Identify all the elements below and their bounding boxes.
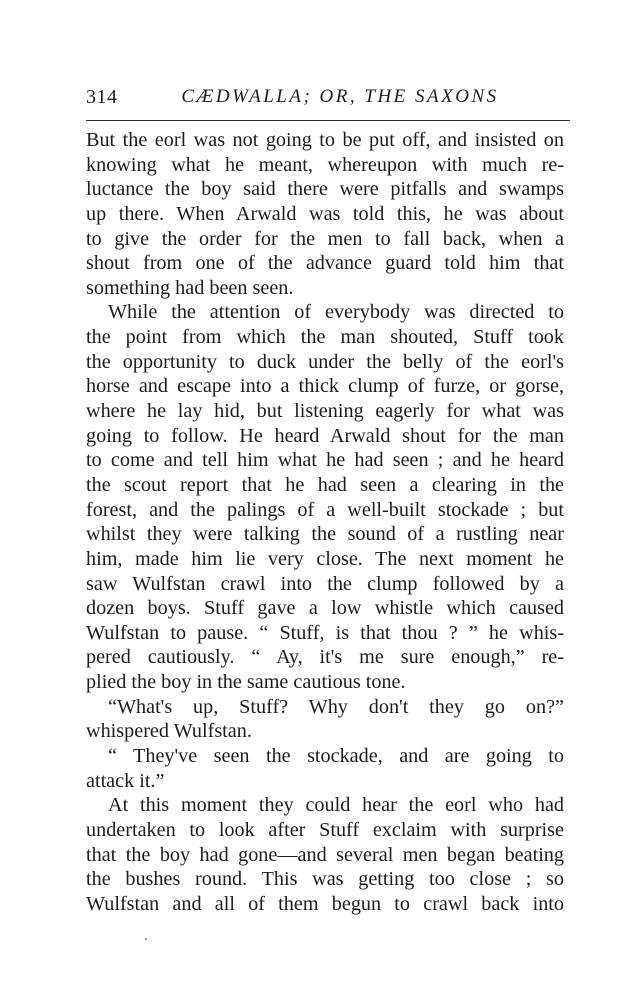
text-line: While the attention of everybody was directed to — [108, 301, 564, 324]
text-line: Wulfstan and all of them begun to crawl back into — [86, 892, 564, 915]
text-line: going to follow. He heard Arwald shout for the man — [86, 424, 564, 447]
text-line: But the eorl was not going to be put off, and insisted on — [86, 129, 564, 151]
text-line: something had been seen. — [86, 276, 294, 299]
text-line: to come and tell him what he had seen ; and he heard — [86, 449, 564, 472]
body-text — [86, 128, 564, 917]
text-line: “ They've seen the stockade, and are going to — [108, 745, 564, 768]
text-line: At this moment they could hear the eorl who had — [108, 794, 564, 817]
text-line: shout from one of the advance guard told him that — [86, 252, 564, 275]
text-line: horse and escape into a thick clump of furze, or gorse, — [86, 375, 564, 398]
text-line: the bushes round. This was getting too close ; so — [86, 868, 564, 891]
header-rule — [86, 120, 570, 121]
text-line: him, made him lie very close. The next moment he — [86, 547, 564, 570]
text-line: forest, and the palings of a well-built stockade ; but — [86, 498, 564, 521]
text-line: “What's up, Stuff? Why don't they go on?” — [108, 695, 564, 718]
page-number: 314 — [86, 86, 118, 108]
running-title: CÆDWALLA; OR, THE SAXONS — [181, 86, 499, 107]
text-line: that the boy had gone—and several men began beating — [86, 843, 564, 866]
text-line: knowing what he meant, whereupon with much re- — [86, 153, 564, 176]
text-line: the scout report that he had seen a clearing in the — [86, 473, 564, 496]
text-line: Wulfstan to pause. “ Stuff, is that thou ? ” he whis- — [86, 621, 564, 644]
text-line: the point from which the man shouted, Stuff took — [86, 326, 564, 349]
text-line: undertaken to look after Stuff exclaim with surprise — [86, 818, 564, 841]
text-line: pered cautiously. “ Ay, it's me sure enough,” re- — [86, 646, 564, 669]
text-line: luctance the boy said there were pitfalls and swamps — [86, 178, 564, 201]
text-line: attack it.” — [86, 769, 165, 792]
page-header — [86, 86, 570, 116]
text-line: up there. When Arwald was told this, he was about — [86, 202, 564, 225]
text-line: whilst they were talking the sound of a rustling near — [86, 523, 564, 546]
text-line: the opportunity to duck under the belly of the eorl's — [86, 350, 564, 373]
text-line: where he lay hid, but listening eagerly for what was — [86, 400, 564, 423]
text-line: whispered Wulfstan. — [86, 720, 252, 743]
text-line: plied the boy in the same cautious tone. — [86, 671, 406, 694]
text-line: dozen boys. Stuff gave a low whistle which caused — [86, 597, 564, 620]
print-speck — [145, 938, 147, 940]
text-line: saw Wulfstan crawl into the clump followed by a — [86, 572, 564, 595]
text-line: to give the order for the men to fall back, when a — [86, 227, 564, 250]
